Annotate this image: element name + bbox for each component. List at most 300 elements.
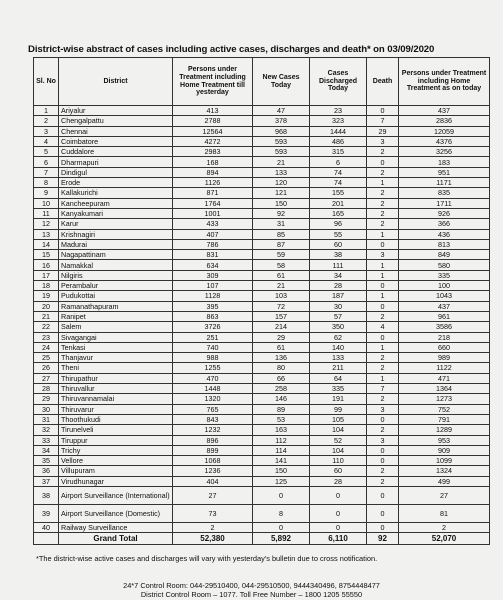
row-new-cases: 0: [253, 522, 310, 532]
row-discharged: 74: [310, 178, 367, 188]
row-persons-yesterday: 12564: [173, 126, 253, 136]
row-discharged: 140: [310, 342, 367, 352]
row-persons-today: 1364: [399, 384, 490, 394]
row-discharged: 350: [310, 322, 367, 332]
row-new-cases: 103: [253, 291, 310, 301]
total-discharged: 6,110: [310, 533, 367, 545]
row-district: Dindigul: [59, 167, 173, 177]
header-persons-yesterday: Persons under Treatment including Home Treatment till yesterday: [173, 58, 253, 106]
row-new-cases: 163: [253, 425, 310, 435]
row-discharged: 64: [310, 373, 367, 383]
table-row: [34, 363, 490, 373]
row-sl-no: 19: [34, 291, 59, 301]
row-persons-yesterday: 786: [173, 239, 253, 249]
row-discharged: 28: [310, 476, 367, 486]
row-death: 0: [367, 301, 399, 311]
row-new-cases: 136: [253, 353, 310, 363]
row-death: 2: [367, 311, 399, 321]
row-new-cases: 59: [253, 250, 310, 260]
row-discharged: 23: [310, 106, 367, 116]
row-persons-yesterday: 27: [173, 486, 253, 504]
row-new-cases: 66: [253, 373, 310, 383]
row-death: 29: [367, 126, 399, 136]
row-sl-no: 12: [34, 219, 59, 229]
row-persons-today: 1099: [399, 456, 490, 466]
row-discharged: 1444: [310, 126, 367, 136]
row-discharged: 60: [310, 239, 367, 249]
row-new-cases: 61: [253, 270, 310, 280]
row-sl-no: 26: [34, 363, 59, 373]
row-sl-no: 35: [34, 456, 59, 466]
row-persons-today: 499: [399, 476, 490, 486]
row-persons-yesterday: 1764: [173, 198, 253, 208]
row-sl-no: 20: [34, 301, 59, 311]
table-row: [34, 435, 490, 445]
row-discharged: 335: [310, 384, 367, 394]
row-new-cases: 47: [253, 106, 310, 116]
district-cases-table: [33, 57, 490, 545]
row-persons-yesterday: 407: [173, 229, 253, 239]
row-discharged: 104: [310, 445, 367, 455]
row-sl-no: 14: [34, 239, 59, 249]
row-new-cases: 157: [253, 311, 310, 321]
row-death: 1: [367, 260, 399, 270]
row-sl-no: 5: [34, 147, 59, 157]
table-row: [34, 188, 490, 198]
row-new-cases: 31: [253, 219, 310, 229]
row-death: 2: [367, 147, 399, 157]
row-death: 0: [367, 456, 399, 466]
row-persons-yesterday: 2: [173, 522, 253, 532]
row-death: 1: [367, 291, 399, 301]
table-row: [34, 147, 490, 157]
row-persons-yesterday: 3726: [173, 322, 253, 332]
table-row: [34, 126, 490, 136]
row-district: Thanjavur: [59, 353, 173, 363]
table-row: [34, 116, 490, 126]
row-district: Erode: [59, 178, 173, 188]
table-row: [34, 373, 490, 383]
row-district: Nilgiris: [59, 270, 173, 280]
header-district: District: [59, 58, 173, 106]
row-district: Krishnagiri: [59, 229, 173, 239]
row-discharged: 55: [310, 229, 367, 239]
row-persons-yesterday: 73: [173, 504, 253, 522]
row-death: 0: [367, 281, 399, 291]
row-sl-no: 8: [34, 178, 59, 188]
row-new-cases: 61: [253, 342, 310, 352]
row-district: Chennai: [59, 126, 173, 136]
row-sl-no: 11: [34, 208, 59, 218]
row-death: 3: [367, 404, 399, 414]
row-sl-no: 30: [34, 404, 59, 414]
row-district: Coimbatore: [59, 136, 173, 146]
table-row: [34, 445, 490, 455]
row-district: Thiruvarur: [59, 404, 173, 414]
row-new-cases: 8: [253, 504, 310, 522]
row-persons-today: 1711: [399, 198, 490, 208]
row-district: Airport Surveillance (International): [59, 486, 173, 504]
row-persons-yesterday: 168: [173, 157, 253, 167]
row-new-cases: 21: [253, 281, 310, 291]
table-row: [34, 522, 490, 532]
row-persons-yesterday: 1068: [173, 456, 253, 466]
row-persons-today: 580: [399, 260, 490, 270]
row-persons-today: 4376: [399, 136, 490, 146]
total-label: Grand Total: [59, 533, 173, 545]
row-persons-yesterday: 740: [173, 342, 253, 352]
table-row: [34, 425, 490, 435]
row-persons-yesterday: 634: [173, 260, 253, 270]
table-row: [34, 136, 490, 146]
table-row: [34, 281, 490, 291]
row-death: 2: [367, 466, 399, 476]
row-sl-no: 6: [34, 157, 59, 167]
row-district: Kanyakumari: [59, 208, 173, 218]
row-persons-today: 1043: [399, 291, 490, 301]
row-new-cases: 120: [253, 178, 310, 188]
row-discharged: 6: [310, 157, 367, 167]
row-discharged: 111: [310, 260, 367, 270]
row-persons-yesterday: 433: [173, 219, 253, 229]
row-district: Virudhunagar: [59, 476, 173, 486]
row-persons-yesterday: 988: [173, 353, 253, 363]
row-death: 0: [367, 486, 399, 504]
row-sl-no: 3: [34, 126, 59, 136]
row-sl-no: 2: [34, 116, 59, 126]
row-new-cases: 150: [253, 198, 310, 208]
row-sl-no: 32: [34, 425, 59, 435]
row-new-cases: 58: [253, 260, 310, 270]
row-persons-today: 183: [399, 157, 490, 167]
row-persons-today: 2: [399, 522, 490, 532]
row-district: Thirupathur: [59, 373, 173, 383]
row-sl-no: 7: [34, 167, 59, 177]
header-new-cases: New Cases Today: [253, 58, 310, 106]
row-persons-yesterday: 899: [173, 445, 253, 455]
row-sl-no: 9: [34, 188, 59, 198]
row-sl-no: 10: [34, 198, 59, 208]
row-sl-no: 23: [34, 332, 59, 342]
row-death: 7: [367, 116, 399, 126]
row-district: Trichy: [59, 445, 173, 455]
row-discharged: 96: [310, 219, 367, 229]
row-district: Tenkasi: [59, 342, 173, 352]
row-persons-today: 1273: [399, 394, 490, 404]
row-death: 3: [367, 435, 399, 445]
row-persons-today: 81: [399, 504, 490, 522]
row-district: Villupuram: [59, 466, 173, 476]
row-persons-today: 100: [399, 281, 490, 291]
header-death: Death: [367, 58, 399, 106]
row-death: 2: [367, 363, 399, 373]
row-district: Railway Surveillance: [59, 522, 173, 532]
row-sl-no: 31: [34, 414, 59, 424]
row-district: Kancheepuram: [59, 198, 173, 208]
table-row: [34, 486, 490, 504]
row-death: 1: [367, 342, 399, 352]
row-persons-yesterday: 413: [173, 106, 253, 116]
row-discharged: 191: [310, 394, 367, 404]
row-persons-today: 3586: [399, 322, 490, 332]
table-row: [34, 106, 490, 116]
row-discharged: 99: [310, 404, 367, 414]
row-persons-yesterday: 863: [173, 311, 253, 321]
row-persons-today: 791: [399, 414, 490, 424]
row-sl-no: 24: [34, 342, 59, 352]
row-new-cases: 593: [253, 136, 310, 146]
row-new-cases: 121: [253, 188, 310, 198]
row-persons-yesterday: 404: [173, 476, 253, 486]
total-death: 92: [367, 533, 399, 545]
row-persons-today: 961: [399, 311, 490, 321]
row-sl-no: 22: [34, 322, 59, 332]
row-district: Ramanathapuram: [59, 301, 173, 311]
row-district: Vellore: [59, 456, 173, 466]
row-district: Tirunelveli: [59, 425, 173, 435]
table-row: [34, 260, 490, 270]
table-row: [34, 239, 490, 249]
row-persons-yesterday: 1448: [173, 384, 253, 394]
row-death: 1: [367, 270, 399, 280]
row-district: Dharmapuri: [59, 157, 173, 167]
row-new-cases: 133: [253, 167, 310, 177]
row-new-cases: 593: [253, 147, 310, 157]
table-row: [34, 384, 490, 394]
row-death: 0: [367, 106, 399, 116]
row-persons-yesterday: 1320: [173, 394, 253, 404]
row-sl-no: 16: [34, 260, 59, 270]
row-discharged: 0: [310, 486, 367, 504]
row-persons-yesterday: 1236: [173, 466, 253, 476]
row-discharged: 34: [310, 270, 367, 280]
row-persons-yesterday: 896: [173, 435, 253, 445]
row-discharged: 57: [310, 311, 367, 321]
row-discharged: 201: [310, 198, 367, 208]
row-sl-no: 37: [34, 476, 59, 486]
row-new-cases: 89: [253, 404, 310, 414]
table-row: [34, 157, 490, 167]
table-row: [34, 219, 490, 229]
row-district: Theni: [59, 363, 173, 373]
row-district: Ariyalur: [59, 106, 173, 116]
row-district: Thiruvallur: [59, 384, 173, 394]
row-persons-today: 366: [399, 219, 490, 229]
row-discharged: 52: [310, 435, 367, 445]
row-death: 0: [367, 239, 399, 249]
row-persons-today: 835: [399, 188, 490, 198]
table-row: [34, 466, 490, 476]
row-sl-no: 40: [34, 522, 59, 532]
row-discharged: 211: [310, 363, 367, 373]
table-row: [34, 311, 490, 321]
table-row: [34, 291, 490, 301]
row-discharged: 0: [310, 522, 367, 532]
total-today: 52,070: [399, 533, 490, 545]
row-district: Airport Surveillance (Domestic): [59, 504, 173, 522]
table-row: [34, 178, 490, 188]
row-death: 0: [367, 522, 399, 532]
table-row: [34, 476, 490, 486]
footnote: *The district-wise active cases and discharges will vary with yesterday's bulletin due to cross notification.: [36, 554, 378, 563]
row-district: Chengalpattu: [59, 116, 173, 126]
row-new-cases: 214: [253, 322, 310, 332]
row-death: 2: [367, 476, 399, 486]
row-new-cases: 141: [253, 456, 310, 466]
row-discharged: 38: [310, 250, 367, 260]
row-persons-today: 437: [399, 301, 490, 311]
row-district: Thoothukudi: [59, 414, 173, 424]
table-row: [34, 167, 490, 177]
table-row: [34, 322, 490, 332]
row-persons-today: 1289: [399, 425, 490, 435]
row-sl-no: 29: [34, 394, 59, 404]
row-death: 3: [367, 250, 399, 260]
row-sl-no: 18: [34, 281, 59, 291]
total-sl-cell: [34, 533, 59, 545]
row-persons-today: 660: [399, 342, 490, 352]
row-new-cases: 72: [253, 301, 310, 311]
row-new-cases: 53: [253, 414, 310, 424]
row-new-cases: 112: [253, 435, 310, 445]
row-persons-yesterday: 395: [173, 301, 253, 311]
total-new: 5,892: [253, 533, 310, 545]
row-persons-today: 1324: [399, 466, 490, 476]
row-persons-today: 953: [399, 435, 490, 445]
row-death: 2: [367, 394, 399, 404]
row-district: Ranipet: [59, 311, 173, 321]
control-room-line: 24*7 Control Room: 044-29510400, 044-29510500, 9444340496, 8754448477: [123, 581, 380, 590]
row-district: Perambalur: [59, 281, 173, 291]
row-district: Karur: [59, 219, 173, 229]
page-title: District-wise abstract of cases including active cases, discharges and death* on 03/09/2020: [28, 44, 435, 55]
row-new-cases: 80: [253, 363, 310, 373]
table-body: [34, 106, 490, 533]
row-new-cases: 21: [253, 157, 310, 167]
row-persons-today: 1122: [399, 363, 490, 373]
row-new-cases: 125: [253, 476, 310, 486]
row-district: Tiruppur: [59, 435, 173, 445]
row-discharged: 165: [310, 208, 367, 218]
district-control-line: District Control Room – 1077. Toll Free Number – 1800 1205 55550: [140, 590, 363, 600]
row-new-cases: 146: [253, 394, 310, 404]
row-new-cases: 378: [253, 116, 310, 126]
row-death: 1: [367, 229, 399, 239]
row-persons-yesterday: 765: [173, 404, 253, 414]
row-new-cases: 968: [253, 126, 310, 136]
table-row: [34, 208, 490, 218]
row-new-cases: 87: [253, 239, 310, 249]
row-sl-no: 21: [34, 311, 59, 321]
row-sl-no: 13: [34, 229, 59, 239]
row-district: Nagapattinam: [59, 250, 173, 260]
row-persons-today: 813: [399, 239, 490, 249]
row-sl-no: 17: [34, 270, 59, 280]
table-header-row: [34, 58, 490, 106]
row-new-cases: 0: [253, 486, 310, 504]
row-persons-today: 2836: [399, 116, 490, 126]
row-persons-today: 849: [399, 250, 490, 260]
row-sl-no: 1: [34, 106, 59, 116]
row-sl-no: 34: [34, 445, 59, 455]
row-death: 7: [367, 384, 399, 394]
row-death: 2: [367, 188, 399, 198]
row-sl-no: 39: [34, 504, 59, 522]
row-death: 3: [367, 136, 399, 146]
row-persons-today: 989: [399, 353, 490, 363]
row-death: 2: [367, 198, 399, 208]
row-persons-yesterday: 1128: [173, 291, 253, 301]
row-district: Madurai: [59, 239, 173, 249]
row-death: 0: [367, 157, 399, 167]
row-death: 0: [367, 414, 399, 424]
row-new-cases: 258: [253, 384, 310, 394]
row-persons-today: 909: [399, 445, 490, 455]
row-discharged: 486: [310, 136, 367, 146]
row-death: 0: [367, 504, 399, 522]
row-district: Namakkal: [59, 260, 173, 270]
row-persons-yesterday: 871: [173, 188, 253, 198]
header-sl-no: Sl. No: [34, 58, 59, 106]
row-discharged: 62: [310, 332, 367, 342]
row-death: 2: [367, 219, 399, 229]
table-row: [34, 198, 490, 208]
row-persons-yesterday: 1255: [173, 363, 253, 373]
row-persons-today: 3256: [399, 147, 490, 157]
row-death: 0: [367, 445, 399, 455]
row-discharged: 28: [310, 281, 367, 291]
table-row: [34, 301, 490, 311]
row-discharged: 105: [310, 414, 367, 424]
row-persons-yesterday: 2788: [173, 116, 253, 126]
table-row: [34, 353, 490, 363]
row-discharged: 110: [310, 456, 367, 466]
row-death: 2: [367, 353, 399, 363]
row-death: 2: [367, 167, 399, 177]
row-persons-today: 471: [399, 373, 490, 383]
row-district: Thiruvannamalai: [59, 394, 173, 404]
table-row: [34, 270, 490, 280]
row-sl-no: 38: [34, 486, 59, 504]
row-discharged: 60: [310, 466, 367, 476]
contact-info: [0, 581, 503, 600]
row-death: 0: [367, 332, 399, 342]
row-persons-today: 12059: [399, 126, 490, 136]
row-persons-today: 27: [399, 486, 490, 504]
row-persons-yesterday: 251: [173, 332, 253, 342]
row-persons-yesterday: 470: [173, 373, 253, 383]
row-persons-today: 436: [399, 229, 490, 239]
row-district: Cuddalore: [59, 147, 173, 157]
row-death: 4: [367, 322, 399, 332]
row-persons-yesterday: 894: [173, 167, 253, 177]
row-persons-today: 437: [399, 106, 490, 116]
row-persons-yesterday: 1232: [173, 425, 253, 435]
row-discharged: 74: [310, 167, 367, 177]
row-sl-no: 27: [34, 373, 59, 383]
header-persons-today: Persons under Treatment including Home Treatment as on today: [399, 58, 490, 106]
table-row: [34, 414, 490, 424]
row-persons-yesterday: 1001: [173, 208, 253, 218]
grand-total-row: [34, 533, 490, 545]
row-discharged: 0: [310, 504, 367, 522]
row-discharged: 315: [310, 147, 367, 157]
row-persons-yesterday: 4272: [173, 136, 253, 146]
row-sl-no: 25: [34, 353, 59, 363]
row-discharged: 133: [310, 353, 367, 363]
row-discharged: 155: [310, 188, 367, 198]
row-district: Kallakurichi: [59, 188, 173, 198]
